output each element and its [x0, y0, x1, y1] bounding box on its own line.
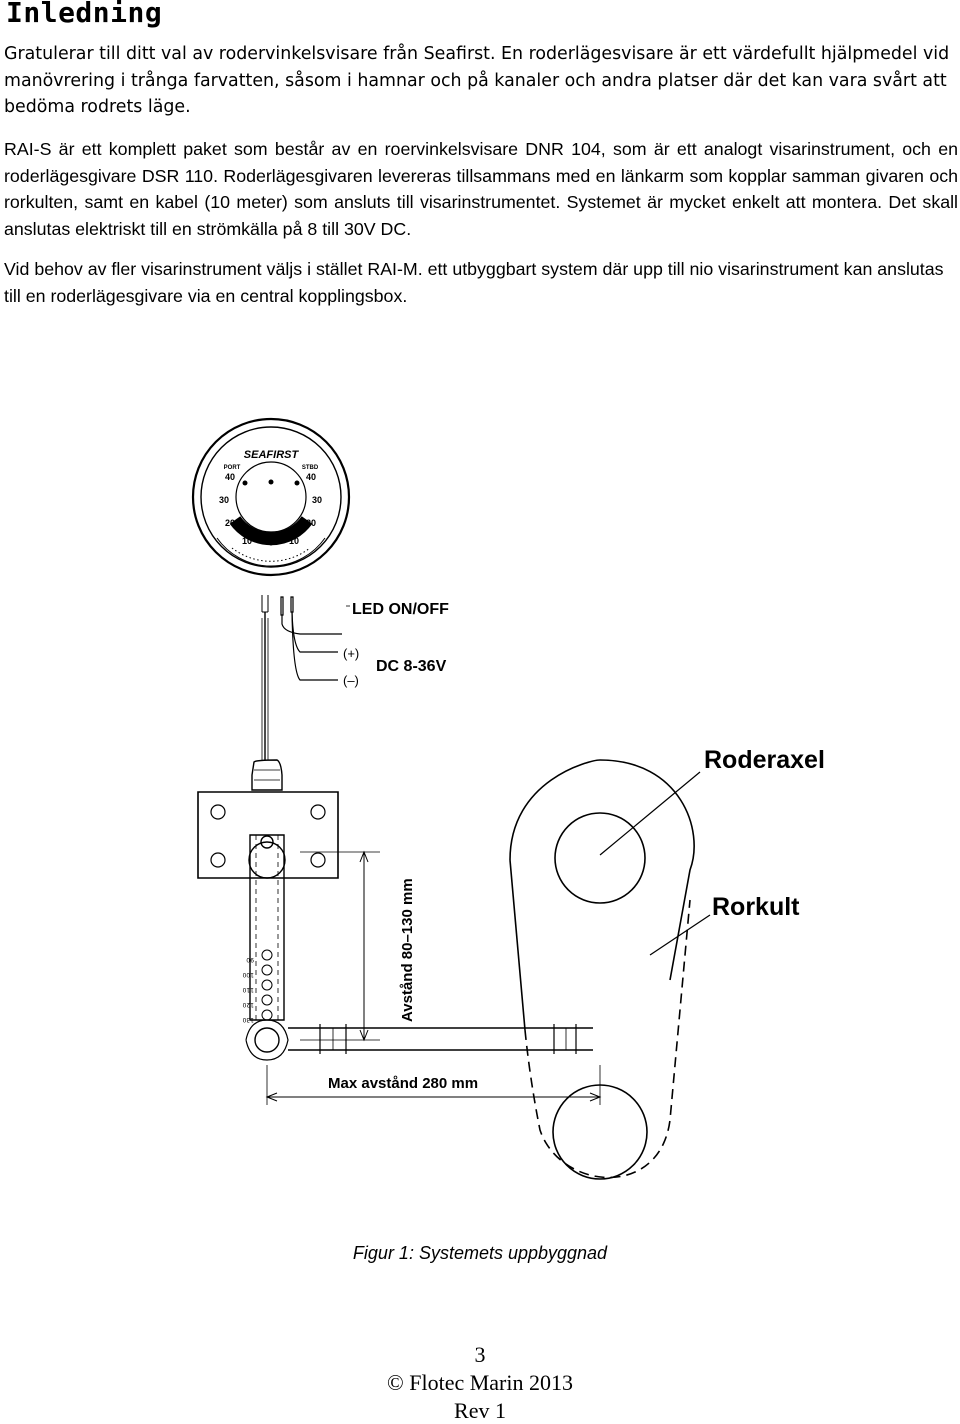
dc-label: DC 8-36V: [376, 658, 447, 675]
gauge-stbd: STBD: [301, 465, 319, 471]
tiller-outline: [510, 760, 694, 980]
tie-rod: [288, 1028, 593, 1050]
gauge-outer-ring: [193, 419, 349, 575]
scale-mark: 110: [242, 986, 254, 993]
dial-number: 40: [305, 472, 317, 482]
dial-number: 10: [241, 536, 253, 546]
rai-m-paragraph: Vid behov av fler visarinstrument väljs i stället RAI-M. ett utbyggbart system där upp till nio visarinstrument kan anslutas till en roderlägesgivare via en central kopplingsbox.: [4, 259, 944, 306]
scale-mark: 100: [242, 971, 254, 978]
scale-mark: 130: [242, 1016, 254, 1023]
rudder-stock: [555, 813, 645, 903]
dial-number: 30: [311, 495, 323, 505]
page-number: 3: [474, 1342, 486, 1367]
revision: Rev 1: [454, 1398, 506, 1423]
dial-number: 30: [218, 495, 230, 505]
dial-number: 40: [224, 472, 236, 482]
copyright: © Flotec Marin 2013: [387, 1370, 573, 1395]
led-wire: [282, 615, 342, 634]
plus-label: (+): [343, 646, 360, 661]
gauge-brand: SEAFIRST: [243, 449, 299, 461]
scale-mark: 120: [242, 1001, 254, 1008]
roderaxel-label: Roderaxel: [704, 746, 825, 774]
dial-number: 20: [305, 518, 317, 528]
dial-number: 10: [288, 536, 300, 546]
description-paragraph: RAI-S är ett komplett paket som består av en roervinkelsvisare DNR 104, som är ett analogt visarinstrument, och en roderlägesgivare DSR 110. Roderlägesgivaren levereras tillsammans med en länkarm som kopplar samman givaren och rorkulten, samt en kabel (10 meter) som ansluts till visarinstrumentet. Systemet är mycket enkelt att montera. Det skall anslutas elektriskt till en strömkälla på 8 till 30V DC.: [4, 139, 958, 240]
gauge-hub: [236, 462, 306, 532]
figure-caption: Figur 1: Systemets uppbyggnad: [352, 1243, 608, 1263]
max-distance-label: Max avstånd 280 mm: [328, 1075, 479, 1092]
cable-gland: [252, 760, 282, 790]
distance-label: Avstånd 80–130 mm: [399, 878, 416, 1022]
dial-number: 20: [224, 518, 236, 528]
minus-label: (–): [343, 673, 359, 688]
link-arm: [250, 835, 284, 1020]
intro-paragraph: Gratulerar till ditt val av rodervinkelsvisare från Seafirst. En roderlägesvisare är ett värdefullt hjälpmedel vid manövrering i trånga farvatten, såsom i hamnar och på kanaler och andra platser där det kan vara svårt att bedöma rodrets läge.: [4, 44, 950, 118]
gauge-port: PORT: [223, 465, 241, 471]
rorkult-label: Rorkult: [712, 893, 800, 921]
led-label: LED ON/OFF: [352, 601, 449, 618]
gauge-ticks: [232, 548, 310, 561]
page-heading: Inledning: [6, 0, 163, 29]
scale-mark: 90: [246, 956, 254, 963]
